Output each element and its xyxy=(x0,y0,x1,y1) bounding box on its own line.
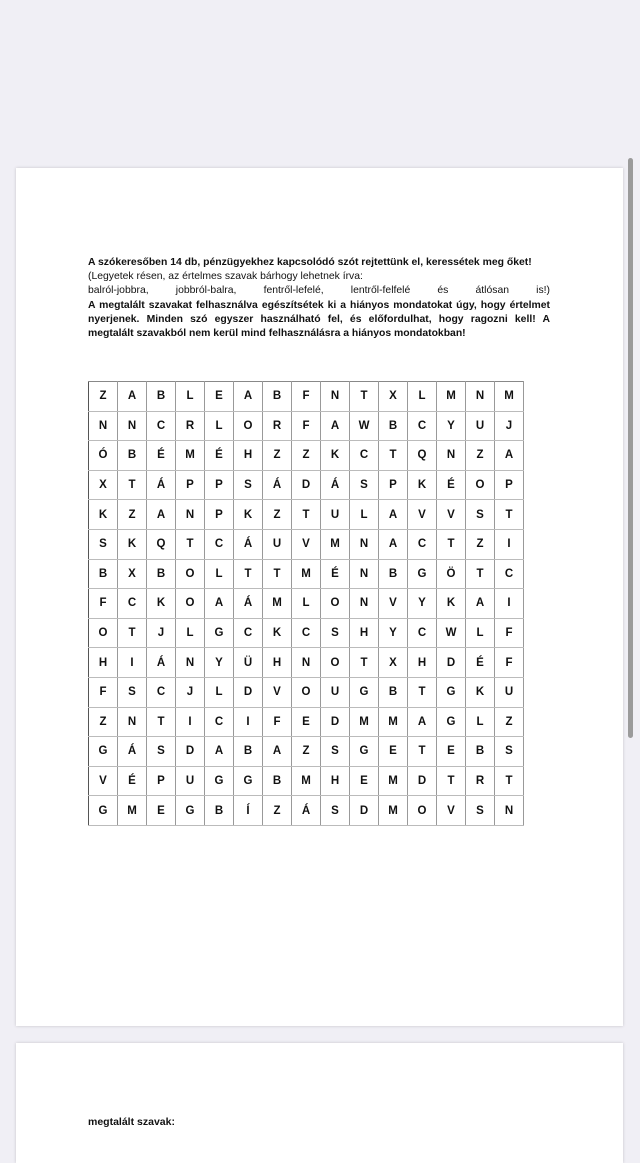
instructions-block xyxy=(88,256,550,341)
grid-cell: S xyxy=(234,470,263,500)
grid-cell: T xyxy=(437,529,466,559)
grid-cell: O xyxy=(176,589,205,619)
grid-cell: Ö xyxy=(437,559,466,589)
grid-cell: T xyxy=(495,766,524,796)
grid-cell: C xyxy=(234,618,263,648)
grid-cell: N xyxy=(292,648,321,678)
grid-cell: G xyxy=(234,766,263,796)
grid-cell: S xyxy=(321,618,350,648)
grid-cell: N xyxy=(176,648,205,678)
grid-cell: O xyxy=(176,559,205,589)
grid-cell: K xyxy=(263,618,292,648)
grid-cell: P xyxy=(176,470,205,500)
grid-cell: O xyxy=(292,677,321,707)
direction-item: balról-jobbra, xyxy=(88,285,149,297)
grid-cell: C xyxy=(495,559,524,589)
grid-cell: Á xyxy=(147,470,176,500)
grid-cell: B xyxy=(89,559,118,589)
direction-item: lentről-felfelé xyxy=(350,285,411,297)
grid-cell: C xyxy=(408,529,437,559)
grid-cell: D xyxy=(321,707,350,737)
grid-cell: N xyxy=(437,441,466,471)
grid-cell: U xyxy=(176,766,205,796)
grid-cell: L xyxy=(466,618,495,648)
grid-cell: E xyxy=(350,766,379,796)
grid-cell: K xyxy=(408,470,437,500)
grid-cell: T xyxy=(466,559,495,589)
grid-cell: E xyxy=(292,707,321,737)
grid-cell: Á xyxy=(263,470,292,500)
grid-cell: I xyxy=(234,707,263,737)
grid-cell: R xyxy=(263,411,292,441)
grid-cell: G xyxy=(350,677,379,707)
grid-cell: P xyxy=(379,470,408,500)
grid-cell: É xyxy=(118,766,147,796)
directions-line xyxy=(88,284,550,298)
grid-cell: É xyxy=(437,470,466,500)
grid-cell: C xyxy=(205,707,234,737)
grid-cell: M xyxy=(379,796,408,826)
grid-cell: A xyxy=(321,411,350,441)
grid-cell: U xyxy=(263,529,292,559)
grid-cell: D xyxy=(350,796,379,826)
grid-cell: M xyxy=(176,441,205,471)
grid-cell: N xyxy=(118,707,147,737)
direction-item: is!) xyxy=(536,285,550,297)
grid-cell: K xyxy=(466,677,495,707)
grid-cell: C xyxy=(408,411,437,441)
grid-cell: G xyxy=(89,796,118,826)
grid-cell: M xyxy=(118,796,147,826)
grid-cell: B xyxy=(147,559,176,589)
grid-cell: L xyxy=(205,559,234,589)
grid-cell: L xyxy=(176,382,205,412)
grid-cell: B xyxy=(379,559,408,589)
grid-cell: N xyxy=(118,411,147,441)
direction-item: fentről-lefelé, xyxy=(263,285,324,297)
grid-row xyxy=(89,677,524,707)
found-words-label: megtalált szavak: xyxy=(88,1116,175,1128)
grid-cell: L xyxy=(176,618,205,648)
grid-cell: W xyxy=(437,618,466,648)
grid-cell: O xyxy=(466,470,495,500)
grid-cell: V xyxy=(408,500,437,530)
grid-cell: Á xyxy=(321,470,350,500)
grid-cell: E xyxy=(437,737,466,767)
grid-cell: M xyxy=(495,382,524,412)
grid-cell: U xyxy=(321,500,350,530)
grid-cell: D xyxy=(234,677,263,707)
grid-cell: O xyxy=(321,589,350,619)
grid-cell: O xyxy=(321,648,350,678)
grid-cell: T xyxy=(118,618,147,648)
grid-cell: Í xyxy=(234,796,263,826)
grid-cell: A xyxy=(495,441,524,471)
grid-cell: T xyxy=(379,441,408,471)
grid-cell: G xyxy=(176,796,205,826)
grid-cell: B xyxy=(379,677,408,707)
grid-cell: G xyxy=(437,677,466,707)
grid-cell: N xyxy=(350,559,379,589)
grid-cell: P xyxy=(205,500,234,530)
grid-cell: B xyxy=(147,382,176,412)
task-heading: A szókeresőben 14 db, pénzügyekhez kapcsolódó szót rejtettünk el, keressétek meg őket! xyxy=(88,257,532,268)
grid-cell: M xyxy=(379,707,408,737)
grid-cell: Z xyxy=(263,441,292,471)
grid-cell: C xyxy=(350,441,379,471)
grid-cell: J xyxy=(495,411,524,441)
grid-cell: G xyxy=(205,766,234,796)
grid-cell: Z xyxy=(466,529,495,559)
grid-cell: D xyxy=(437,648,466,678)
grid-cell: B xyxy=(379,411,408,441)
grid-cell: K xyxy=(147,589,176,619)
grid-cell: H xyxy=(263,648,292,678)
grid-cell: V xyxy=(292,529,321,559)
grid-cell: F xyxy=(89,677,118,707)
grid-cell: U xyxy=(321,677,350,707)
grid-cell: M xyxy=(292,559,321,589)
grid-cell: S xyxy=(495,737,524,767)
grid-cell: T xyxy=(118,470,147,500)
grid-cell: I xyxy=(495,589,524,619)
grid-cell: Á xyxy=(234,529,263,559)
grid-cell: A xyxy=(234,382,263,412)
grid-cell: A xyxy=(379,529,408,559)
grid-cell: Z xyxy=(118,500,147,530)
grid-cell: T xyxy=(350,382,379,412)
grid-row xyxy=(89,796,524,826)
grid-cell: C xyxy=(408,618,437,648)
grid-cell: L xyxy=(408,382,437,412)
grid-cell: L xyxy=(350,500,379,530)
grid-cell: B xyxy=(263,766,292,796)
grid-cell: É xyxy=(205,441,234,471)
grid-cell: R xyxy=(176,411,205,441)
grid-cell: A xyxy=(466,589,495,619)
grid-cell: F xyxy=(292,411,321,441)
grid-cell: E xyxy=(205,382,234,412)
grid-cell: S xyxy=(147,737,176,767)
document-page-1 xyxy=(16,168,623,1026)
grid-cell: G xyxy=(205,618,234,648)
grid-cell: T xyxy=(147,707,176,737)
grid-cell: T xyxy=(350,648,379,678)
grid-cell: N xyxy=(350,589,379,619)
word-search-grid xyxy=(88,381,524,826)
grid-cell: L xyxy=(205,411,234,441)
grid-cell: N xyxy=(350,529,379,559)
grid-cell: T xyxy=(408,737,437,767)
grid-cell: T xyxy=(408,677,437,707)
document-page-2 xyxy=(16,1043,623,1163)
grid-cell: E xyxy=(379,737,408,767)
grid-cell: H xyxy=(321,766,350,796)
grid-cell: M xyxy=(263,589,292,619)
grid-cell: M xyxy=(437,382,466,412)
grid-cell: S xyxy=(89,529,118,559)
grid-cell: I xyxy=(495,529,524,559)
grid-row xyxy=(89,707,524,737)
grid-cell: E xyxy=(147,796,176,826)
grid-row xyxy=(89,529,524,559)
grid-cell: T xyxy=(292,500,321,530)
direction-item: és xyxy=(437,285,449,297)
grid-cell: H xyxy=(89,648,118,678)
grid-cell: Q xyxy=(408,441,437,471)
grid-cell: S xyxy=(466,796,495,826)
grid-cell: B xyxy=(205,796,234,826)
grid-cell: K xyxy=(234,500,263,530)
grid-cell: A xyxy=(205,737,234,767)
grid-cell: R xyxy=(466,766,495,796)
grid-cell: H xyxy=(408,648,437,678)
grid-cell: Á xyxy=(147,648,176,678)
hint-line: (Legyetek résen, az értelmes szavak bárhogy lehetnek írva: xyxy=(88,271,363,283)
grid-row xyxy=(89,470,524,500)
grid-cell: I xyxy=(118,648,147,678)
grid-cell: F xyxy=(495,648,524,678)
grid-row xyxy=(89,766,524,796)
grid-cell: D xyxy=(408,766,437,796)
grid-cell: M xyxy=(379,766,408,796)
grid-cell: M xyxy=(350,707,379,737)
grid-cell: F xyxy=(89,589,118,619)
grid-cell: T xyxy=(263,559,292,589)
grid-cell: S xyxy=(118,677,147,707)
grid-cell: H xyxy=(234,441,263,471)
grid-cell: Z xyxy=(263,500,292,530)
grid-cell: Ü xyxy=(234,648,263,678)
grid-cell: K xyxy=(118,529,147,559)
grid-row xyxy=(89,382,524,412)
grid-cell: S xyxy=(321,737,350,767)
grid-cell: Y xyxy=(205,648,234,678)
grid-cell: N xyxy=(89,411,118,441)
grid-cell: F xyxy=(263,707,292,737)
direction-item: jobbról-balra, xyxy=(175,285,237,297)
grid-cell: Z xyxy=(89,707,118,737)
grid-cell: G xyxy=(437,707,466,737)
grid-cell: M xyxy=(321,529,350,559)
grid-cell: U xyxy=(466,411,495,441)
grid-row xyxy=(89,559,524,589)
grid-cell: W xyxy=(350,411,379,441)
grid-cell: O xyxy=(234,411,263,441)
grid-cell: S xyxy=(321,796,350,826)
grid-cell: A xyxy=(408,707,437,737)
grid-cell: S xyxy=(350,470,379,500)
grid-cell: Z xyxy=(89,382,118,412)
grid-cell: F xyxy=(495,618,524,648)
grid-row xyxy=(89,618,524,648)
grid-cell: J xyxy=(176,677,205,707)
grid-cell: Á xyxy=(292,796,321,826)
grid-cell: I xyxy=(176,707,205,737)
grid-cell: Y xyxy=(437,411,466,441)
grid-cell: S xyxy=(466,500,495,530)
grid-cell: V xyxy=(89,766,118,796)
grid-cell: Y xyxy=(408,589,437,619)
grid-cell: X xyxy=(379,648,408,678)
grid-cell: É xyxy=(321,559,350,589)
grid-cell: J xyxy=(147,618,176,648)
grid-cell: Z xyxy=(292,441,321,471)
grid-cell: H xyxy=(350,618,379,648)
grid-cell: Ó xyxy=(89,441,118,471)
grid-cell: T xyxy=(495,500,524,530)
grid-cell: L xyxy=(466,707,495,737)
grid-cell: Y xyxy=(379,618,408,648)
grid-cell: N xyxy=(495,796,524,826)
grid-cell: B xyxy=(118,441,147,471)
grid-row xyxy=(89,589,524,619)
grid-cell: L xyxy=(292,589,321,619)
grid-cell: X xyxy=(118,559,147,589)
grid-cell: K xyxy=(89,500,118,530)
grid-cell: B xyxy=(466,737,495,767)
grid-cell: B xyxy=(263,382,292,412)
grid-cell: N xyxy=(466,382,495,412)
grid-cell: T xyxy=(437,766,466,796)
grid-row xyxy=(89,737,524,767)
grid-cell: N xyxy=(176,500,205,530)
grid-cell: P xyxy=(147,766,176,796)
grid-cell: D xyxy=(176,737,205,767)
grid-cell: Q xyxy=(147,529,176,559)
grid-cell: D xyxy=(292,470,321,500)
grid-cell: P xyxy=(495,470,524,500)
grid-cell: O xyxy=(408,796,437,826)
grid-cell: U xyxy=(495,677,524,707)
grid-row xyxy=(89,441,524,471)
grid-cell: K xyxy=(321,441,350,471)
grid-cell: T xyxy=(234,559,263,589)
grid-cell: Z xyxy=(263,796,292,826)
grid-cell: X xyxy=(89,470,118,500)
grid-cell: B xyxy=(234,737,263,767)
grid-cell: Z xyxy=(292,737,321,767)
grid-cell: O xyxy=(89,618,118,648)
grid-cell: N xyxy=(321,382,350,412)
grid-cell: X xyxy=(379,382,408,412)
grid-cell: V xyxy=(437,796,466,826)
grid-cell: C xyxy=(147,411,176,441)
grid-cell: Á xyxy=(118,737,147,767)
grid-cell: G xyxy=(350,737,379,767)
grid-cell: K xyxy=(437,589,466,619)
grid-cell: T xyxy=(176,529,205,559)
grid-cell: Z xyxy=(466,441,495,471)
grid-cell: G xyxy=(89,737,118,767)
grid-cell: C xyxy=(205,529,234,559)
grid-cell: É xyxy=(466,648,495,678)
vertical-scrollbar[interactable] xyxy=(628,158,633,738)
grid-cell: L xyxy=(205,677,234,707)
grid-cell: A xyxy=(263,737,292,767)
grid-cell: G xyxy=(408,559,437,589)
grid-cell: A xyxy=(118,382,147,412)
grid-cell: V xyxy=(263,677,292,707)
grid-cell: A xyxy=(205,589,234,619)
grid-cell: V xyxy=(379,589,408,619)
grid-cell: P xyxy=(205,470,234,500)
direction-item: átlósan xyxy=(475,285,510,297)
grid-cell: A xyxy=(379,500,408,530)
grid-row xyxy=(89,500,524,530)
grid-cell: C xyxy=(147,677,176,707)
grid-cell: C xyxy=(292,618,321,648)
grid-cell: M xyxy=(292,766,321,796)
grid-cell: V xyxy=(437,500,466,530)
grid-cell: C xyxy=(118,589,147,619)
grid-row xyxy=(89,411,524,441)
grid-cell: F xyxy=(292,382,321,412)
grid-row xyxy=(89,648,524,678)
grid-cell: Z xyxy=(495,707,524,737)
grid-cell: Á xyxy=(234,589,263,619)
instructions-text: A megtalált szavakat felhasználva egészítsétek ki a hiányos mondatokat úgy, hogy értelmet nyerjenek. Minden szó egyszer használható fel, és előfordulhat, hogy ragozni kell! A megtalált szavakból nem kerül mind felhasználásra a hiányos mondatokban! xyxy=(88,299,550,340)
grid-cell: É xyxy=(147,441,176,471)
grid-cell: A xyxy=(147,500,176,530)
